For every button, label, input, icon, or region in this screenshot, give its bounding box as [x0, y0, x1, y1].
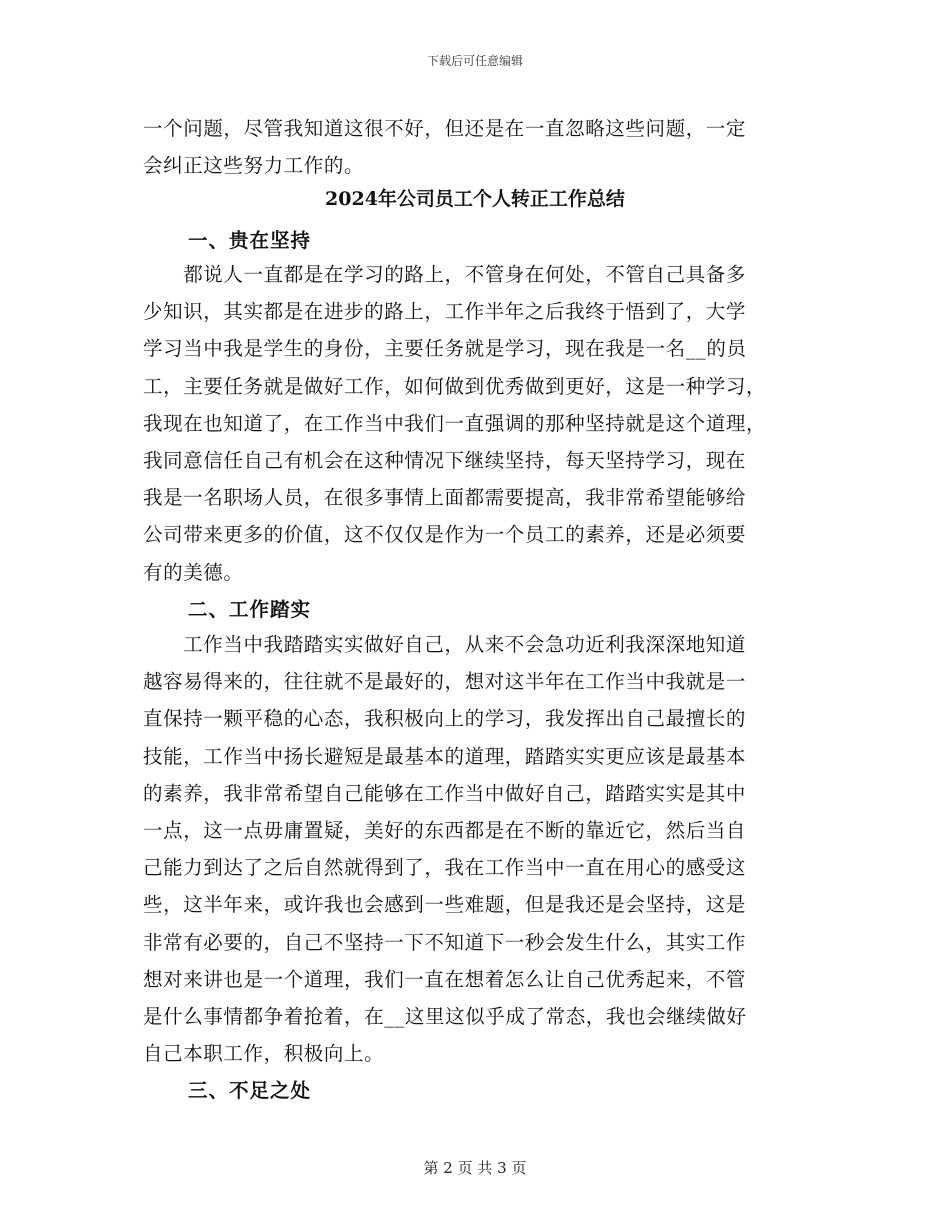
- text-line: 我同意信任自己有机会在这种情况下继续坚持，每天坚持学习，现在: [143, 448, 747, 472]
- section-1-paragraph: [143, 256, 795, 591]
- text-line: 会纠正这些努力工作的。: [143, 154, 365, 178]
- text-line: 想对来讲也是一个道理，我们一直在想着怎么让自己优秀起来，不管: [143, 967, 747, 991]
- text-line: 非常有必要的，自己不坚持一下不知道下一秒会发生什么，其实工作: [143, 930, 747, 954]
- text-line: 越容易得来的，往往就不是最好的，想对这半年在工作当中我就是一: [143, 670, 747, 694]
- text-line: 公司带来更多的价值，这不仅仅是作为一个员工的素养，还是必须要: [143, 523, 747, 547]
- section-heading-1: 一、贵在坚持: [188, 229, 312, 252]
- text-line: 技能，工作当中扬长避短是最基本的道理，踏踏实实更应该是最基本: [143, 744, 747, 768]
- text-line: 都说人一直都是在学习的路上，不管身在何处，不管自己具备多: [143, 263, 747, 286]
- text-line: 工，主要任务就是做好工作，如何做到优秀做到更好，这是一种学习，: [143, 374, 767, 398]
- intro-paragraph: [143, 110, 795, 184]
- text-line: 我现在也知道了，在工作当中我们一直强调的那种坚持就是这个道理，: [143, 411, 767, 435]
- text-line: 一个问题，尽管我知道这很不好，但还是在一直忽略这些问题，一定: [143, 117, 747, 140]
- page-footer: 第 2 页 共 3 页: [423, 1159, 527, 1177]
- text-line: 些，这半年来，或许我也会感到一些难题，但是我还是会坚持，这是: [143, 893, 747, 917]
- text-line: 自己本职工作，积极向上。: [143, 1042, 385, 1066]
- text-line: 是什么事情都争着抢着，在__这里这似乎成了常态，我也会继续做好: [143, 1004, 747, 1028]
- text-line: 直保持一颗平稳的心态，我积极向上的学习，我发挥出自己最擅长的: [143, 707, 747, 731]
- text-line: 学习当中我是学生的身份，主要任务就是学习，现在我是一名__的员: [143, 337, 747, 361]
- text-line: 工作当中我踏踏实实做好自己，从来不会急功近利我深深地知道: [143, 633, 747, 656]
- page-header: 下载后可任意编辑: [426, 54, 523, 68]
- text-line: 少知识，其实都是在进步的路上，工作半年之后我终于悟到了，大学: [143, 300, 747, 324]
- section-heading-2: 二、工作踏实: [188, 598, 312, 621]
- section-2-paragraph: [143, 626, 795, 1072]
- document-title: 2024年公司员工个人转正工作总结: [325, 188, 625, 210]
- text-line: 己能力到达了之后自然就得到了，我在工作当中一直在用心的感受这: [143, 856, 747, 880]
- text-line: 我是一名职场人员，在很多事情上面都需要提高，我非常希望能够给: [143, 486, 747, 510]
- section-heading-3: 三、不足之处: [188, 1079, 312, 1102]
- text-line: 有的美德。: [143, 560, 244, 584]
- text-line: 一点，这一点毋庸置疑，美好的东西都是在不断的靠近它，然后当自: [143, 818, 747, 842]
- text-line: 的素养，我非常希望自己能够在工作当中做好自己，踏踏实实是其中: [143, 781, 747, 805]
